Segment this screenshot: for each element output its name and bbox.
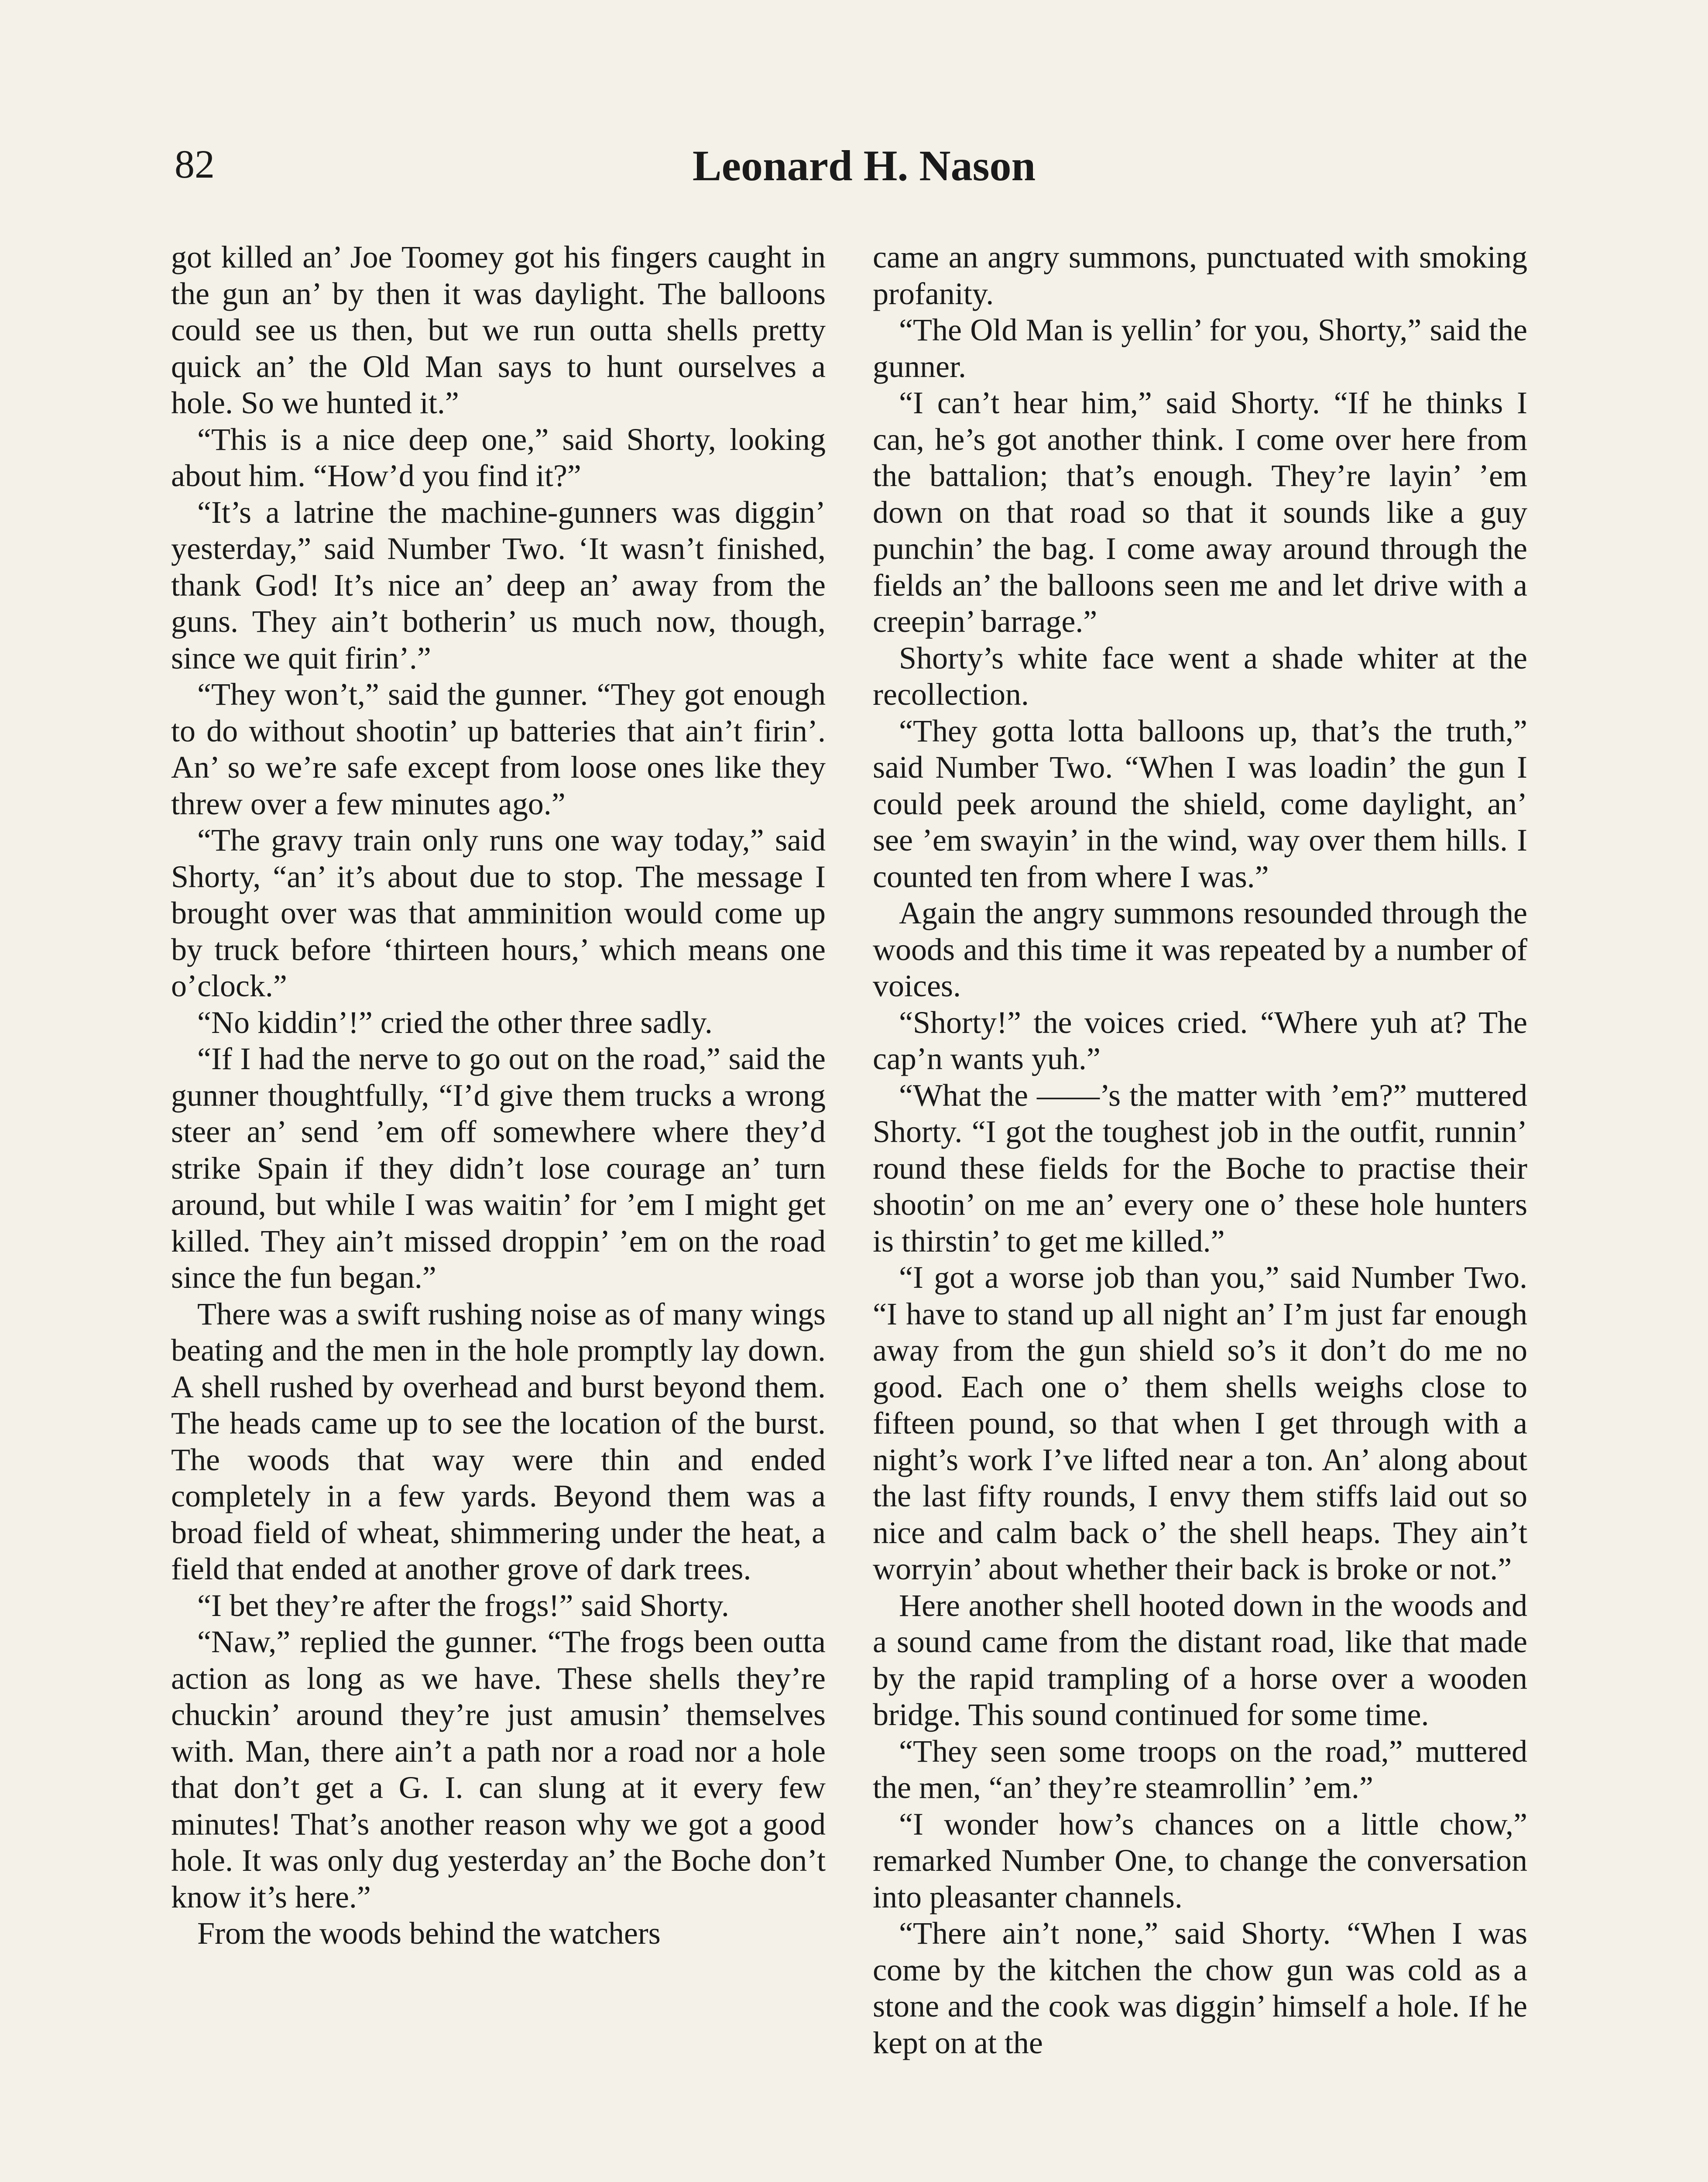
paragraph: “The gravy train only runs one way today,” said Shorty, “an’ it’s about due to stop. The message I brought over was that amminition would come up by truck before ‘thirteen hours,’ which means one o’clock.” [171, 823, 826, 1003]
paragraph: “Shorty!” the voices cried. “Where yuh at? The cap’n wants yuh.” [873, 1005, 1527, 1076]
running-head: Leonard H. Nason [692, 141, 1036, 190]
paragraph: There was a swift rushing noise as of many wings beating and the men in the hole promptly lay down. A shell rushed by overhead and burst beyond them. The heads came up to see the location of the burst. The woods that way were thin and ended completely in a few yards. Beyond them was a broad field of wheat, shimmering under the heat, a field that ended at another grove of dark trees. [171, 1296, 826, 1586]
paragraph: “No kiddin’!” cried the other three sadly. [197, 1005, 713, 1040]
paragraph: “This is a nice deep one,” said Shorty, looking about him. “How’d you find it?” [171, 422, 826, 493]
paragraph: “I bet they’re after the frogs!” said Shorty. [197, 1588, 729, 1623]
paragraph: “The Old Man is yellin’ for you, Shorty,” said the gunner. [873, 312, 1527, 384]
paragraph: “There ain’t none,” said Shorty. “When I was come by the kitchen the chow gun was cold as a stone and the cook was diggin’ himself a hole. If he kept on at the [873, 1916, 1527, 2060]
paragraph: “If I had the nerve to go out on the road,” said the gunner thoughtfully, “I’d give them trucks a wrong steer an’ send ’em off somewhere where they’d strike Spain if they didn’t lose courage an’ turn around, but while I was waitin’ for ’em I might get killed. They ain’t missed droppin’ ’em on the road since the fun began.” [171, 1041, 826, 1295]
paragraph: “Naw,” replied the gunner. “The frogs been outta action as long as we have. These shells they’re chuckin’ around they’re just amusin’ themselves with. Man, there ain’t a path nor a road nor a hole that don’t get a G. I. can slung at it every few minutes! That’s another reason why we got a good hole. It was only dug yesterday an’ the Boche don’t know it’s here.” [171, 1624, 826, 1914]
paragraph: “What the ——’s the matter with ’em?” muttered Shorty. “I got the toughest job in the outfit, runnin’ round these fields for the Boche to practise their shootin’ on me an’ every one o’ these hole hunters is thirstin’ to get me killed.” [873, 1077, 1527, 1259]
paragraph: “I got a worse job than you,” said Number Two. “I have to stand up all night an’ I’m just far enough away from the gun shield so’s it don’t do me no good. Each one o’ them shells weighs close to fifteen pound, so that when I get through with a night’s work I’ve lifted near a ton. An’ along about the last fifty rounds, I envy them stiffs laid out so nice and calm back o’ the shell heaps. They ain’t worryin’ about whether their back is broke or not.” [873, 1260, 1527, 1586]
paragraph: From the woods behind the watchers [197, 1916, 661, 1951]
paragraph: Here another shell hooted down in the woods and a sound came from the distant road, like that made by the rapid trampling of a horse over a wooden bridge. This sound continued for some time. [873, 1588, 1527, 1732]
paragraph: Shorty’s white face went a shade whiter at the recollection. [873, 640, 1527, 712]
paragraph: “It’s a latrine the machine-gunners was diggin’ yesterday,” said Number Two. ‘It wasn’t finished, thank God! It’s nice an’ deep an’ away from the guns. They ain’t botherin’ us much now, though, since we quit firin’.” [171, 494, 826, 676]
paragraph: “They seen some troops on the road,” muttered the men, “an’ they’re steamrollin’ ’em.” [873, 1733, 1527, 1805]
paragraph: “They gotta lotta balloons up, that’s the truth,” said Number Two. “When I was loadin’ the gun I could peek around the shield, come daylight, an’ see ’em swayin’ in the wind, way over them hills. I counted ten from where I was.” [873, 713, 1527, 894]
paragraph: “I wonder how’s chances on a little chow,” remarked Number One, to change the conversation into pleasanter channels. [873, 1806, 1527, 1914]
paragraph: “They won’t,” said the gunner. “They got enough to do without shootin’ up batteries that ain’t firin’. An’ so we’re safe except from loose ones like they threw over a few minutes ago.” [171, 677, 826, 821]
paragraph: got killed an’ Joe Toomey got his fingers caught in the gun an’ by then it was daylight. The balloons could see us then, but we run outta shells pretty quick an’ the Old Man says to hunt ourselves a hole. So we hunted it.” [171, 240, 826, 420]
right-column [873, 239, 1527, 2061]
page-number: 82 [175, 142, 215, 186]
paragraph: Again the angry summons resounded through the woods and this time it was repeated by a number of voices. [873, 895, 1527, 1003]
left-column [171, 239, 826, 1952]
paragraph: came an angry summons, punctuated with smoking profanity. [873, 240, 1527, 311]
paragraph: “I can’t hear him,” said Shorty. “If he thinks I can, he’s got another think. I come over here from the battalion; that’s enough. They’re layin’ ’em down on that road so that it sounds like a guy punchin’ the bag. I come away around through the fields an’ the balloons seen me and let drive with a creepin’ barrage.” [873, 385, 1527, 639]
